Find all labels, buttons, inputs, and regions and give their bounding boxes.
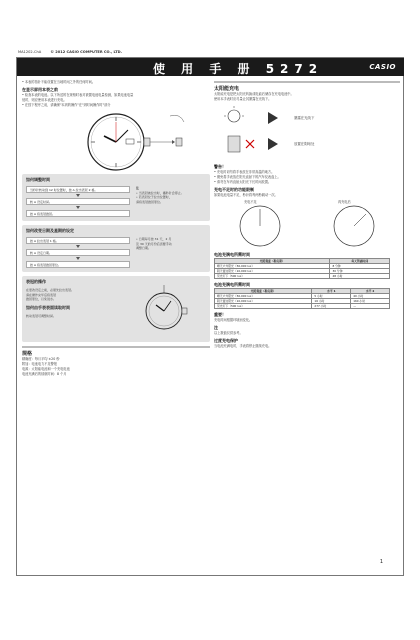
date-note-line: • 日期每月按 31 天，2 月	[136, 237, 172, 241]
table2-header: 光照强度（勒克斯）	[215, 289, 312, 294]
charge-time-table	[214, 258, 390, 279]
protect-line: 当电池充满电时，手表将停止继续充电。	[214, 344, 272, 348]
copyright: © 2012 CASIO COMPUTER CO., LTD.	[50, 50, 122, 54]
note-title: 注	[214, 325, 218, 330]
time-setting-title: 如何调整时间	[26, 177, 50, 182]
table2-header: 水平 2	[351, 289, 390, 294]
date-setting-section	[22, 225, 210, 272]
reading-line: 转动表冠可调整时间。	[26, 313, 57, 318]
low-charge-title: 充电不足时的功能限制	[214, 187, 254, 192]
charge-caption-2: 放置在阴暗处	[294, 142, 315, 146]
page-number: 1	[379, 559, 383, 565]
low-charge-line: 如果电池电量不足，秒针将每两秒跳动一次。	[214, 193, 278, 197]
time-note-line: 请将表冠推回原位。	[136, 199, 164, 204]
important-line: 充电时间根据环境而变化。	[214, 318, 253, 322]
right-column	[214, 80, 400, 349]
note-line: 以上数值仅供参考。	[214, 331, 243, 335]
arrow-down-icon	[76, 245, 80, 248]
protect-title: 过度充电保护	[214, 338, 238, 343]
divider	[22, 346, 210, 348]
title-banner	[17, 58, 404, 76]
date-step-1: 按 A 拉出表冠 1 格。	[26, 237, 130, 244]
fig-label-a: 充电不足	[244, 200, 257, 204]
table-row: 晴天户外阳光（50,000 lux） 8 分钟	[215, 264, 390, 269]
time-setting-section	[22, 174, 210, 221]
spec-title: 规格	[22, 351, 33, 357]
time-note-line: • 当表冠被拉出时，播秒针会停止。	[136, 190, 184, 195]
date-step-2: 转 A 设定日期。	[26, 249, 130, 256]
date-setting-title: 如何改变日期及星期的设定	[26, 228, 74, 233]
block1-line: • 检查本表的电池。以下所述的在规格时表对被置电池电量检测，如果电池电量	[22, 93, 134, 97]
crown-title: 表冠的操作	[26, 279, 46, 284]
charge-caption-1: 暴露在光线下	[294, 116, 315, 120]
time-step-3: 按 A 将表冠推回。	[26, 210, 130, 217]
spec-line: 电池充满后的续航时间：8 个月	[22, 372, 67, 376]
document-code-line	[18, 50, 122, 54]
crown-line: 在更改设定之前，必须先拉出表冠。	[26, 288, 75, 292]
block1-line: • 在按下程序之前，请确保"本到的操作"在"到时间操作时"部分	[22, 103, 111, 107]
warning-line: • 请勿在车内直射太阳光下长时间放置。	[214, 180, 272, 184]
time-step-1: 当秒针转动到 12 时位置时，按 A 拉出表冠 2 格。	[26, 186, 130, 193]
left-column	[22, 80, 210, 377]
solar-title: 太阳能充电	[214, 86, 240, 92]
spec-line: 电源：太阳能电池和一个充电电池	[22, 367, 70, 371]
arrow-down-icon	[76, 257, 80, 260]
important-title: 重要！	[214, 312, 226, 317]
manual-page	[16, 57, 404, 576]
charging-diagram	[214, 102, 400, 162]
watch-face-diagram	[22, 108, 210, 174]
arrow-down-icon	[76, 194, 80, 197]
table-row: 晴天户外阳光（50,000 lux） 5 小时 40 小时	[215, 294, 390, 299]
table1-title: 电池充满电所需时间	[214, 252, 250, 257]
block1-line: 低时，则应使用本表进行充电。	[22, 98, 67, 102]
time-note-title: 注	[136, 186, 140, 190]
warning-line: • 充电时切勿将手表放在非常高温的地方。	[214, 170, 275, 174]
manual-title: 使 用 手 册 5272	[153, 62, 324, 76]
crown-line: 请在操作完毕后将表冠	[26, 292, 57, 297]
second-hand-diagram	[214, 198, 400, 250]
solar-line: 太阳能充电是把太阳光转换成电能后储存在充电电池中。	[214, 92, 294, 96]
table-row: 荧光灯下（500 lux） 277 小时 —	[215, 304, 390, 309]
table1-header: 光照强度（勒克斯）	[215, 259, 330, 264]
block1-title: 在显示屏用本表之前	[22, 87, 58, 92]
intro-text: • 本表的指针不能设置在当地时间之外的任何时间。	[22, 80, 96, 84]
table-row: 荧光灯下（500 lux） 48 小时	[215, 274, 390, 279]
arrow-down-icon	[76, 206, 80, 209]
time-step-2: 转 A 设定时间。	[26, 198, 130, 205]
spec-line: 精确度：每月平均 ±20 秒	[22, 357, 60, 361]
date-note-line: 及 30 天的月份后需要手动	[136, 241, 172, 246]
table2-title: 电池充满电所需时间	[214, 282, 250, 287]
doc-code: MA1202-ChA	[18, 50, 42, 54]
spec-line: 附加：电池电力不足警报	[22, 362, 58, 366]
table2-header: 水平 1	[312, 289, 351, 294]
table1-header: 每天所需时间	[330, 259, 390, 264]
watch-crown-diagram	[138, 279, 198, 339]
reading-title: 如何由手表表面读取时间	[26, 304, 70, 310]
date-note-line: 调整日期。	[136, 246, 152, 251]
crown-line: 推回原位，以免进水。	[26, 297, 57, 302]
divider	[214, 81, 400, 83]
time-note-line: • 若表冠位于拉出位置时，	[136, 195, 172, 200]
casio-logo: CASIO	[369, 63, 396, 71]
table-row: 阴天窗边阳光（10,000 lux） 16 小时 160 小时	[215, 299, 390, 304]
fig-label-b: 再充电后	[338, 200, 351, 204]
warning-line: • 避免将手表放在阳光直射下的汽车仪表盘上。	[214, 175, 281, 179]
table-row: 阴天窗边阳光（10,000 lux） 30 分钟	[215, 269, 390, 274]
crown-section	[22, 276, 210, 342]
date-step-3: 按 A 将表冠推回原位。	[26, 261, 130, 268]
full-charge-table	[214, 288, 390, 309]
warning-title: 警告！	[214, 164, 226, 169]
solar-line: 使用本手表时应尽量让其暴露在光线下。	[214, 97, 272, 101]
